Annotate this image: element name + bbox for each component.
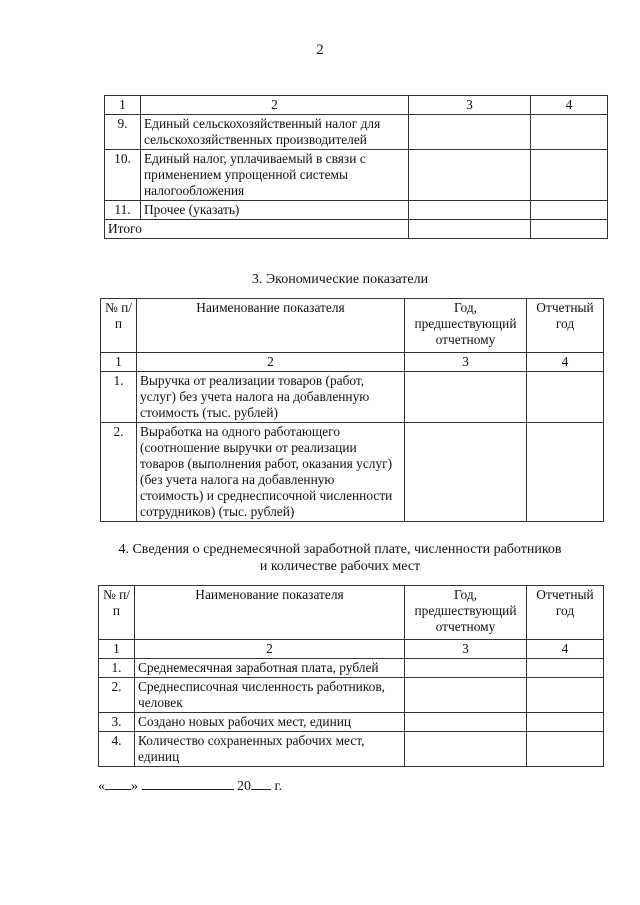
column-number-row xyxy=(101,353,604,372)
value-cell[interactable] xyxy=(531,150,608,201)
header-cell: Год, предшествующий отчетному xyxy=(405,299,527,353)
header-cell: Наименование показателя xyxy=(137,299,405,353)
section-4-title xyxy=(60,541,620,575)
value-cell[interactable] xyxy=(527,659,604,678)
column-number-row xyxy=(99,640,604,659)
total-label: Итого xyxy=(105,220,409,239)
day-blank[interactable] xyxy=(105,775,131,790)
column-number: 2 xyxy=(135,640,405,659)
row-name: Прочее (указать) xyxy=(141,201,409,220)
header-row xyxy=(99,586,604,640)
header-row xyxy=(101,299,604,353)
column-number-row xyxy=(105,96,608,115)
value-cell[interactable] xyxy=(527,423,604,522)
column-number: 3 xyxy=(405,640,527,659)
value-cell[interactable] xyxy=(405,713,527,732)
section-4-title-line: 4. Сведения о среднемесячной заработной плате, численности работников xyxy=(118,542,562,557)
table-row xyxy=(105,150,608,201)
year-suffix: г. xyxy=(274,779,283,794)
header-cell: Год, предшествующий отчетному xyxy=(405,586,527,640)
close-quote: » xyxy=(131,779,138,794)
row-number: 11. xyxy=(105,201,141,220)
salary-employment-table xyxy=(98,585,604,767)
header-cell: № п/п xyxy=(99,586,135,640)
header-cell: 4 xyxy=(531,96,608,115)
table-row xyxy=(101,372,604,423)
row-number: 2. xyxy=(101,423,137,522)
header-cell: № п/п xyxy=(101,299,137,353)
value-cell[interactable] xyxy=(527,732,604,767)
column-number: 3 xyxy=(405,353,527,372)
table-row xyxy=(105,201,608,220)
header-cell: 1 xyxy=(105,96,141,115)
value-cell[interactable] xyxy=(409,150,531,201)
column-number: 1 xyxy=(99,640,135,659)
row-name: Создано новых рабочих мест, единиц xyxy=(135,713,405,732)
value-cell[interactable] xyxy=(531,201,608,220)
value-cell[interactable] xyxy=(527,678,604,713)
year-prefix: 20 xyxy=(237,779,251,794)
row-name: Выработка на одного работающего (соотношение выручки от реализации товаров (выполнения работ, оказания услуг) (без учета налога на добавленную стоимость) и среднесписочной численности сотрудников) (тыс. рублей) xyxy=(137,423,405,522)
month-blank[interactable] xyxy=(142,775,234,790)
row-number: 2. xyxy=(99,678,135,713)
tax-table xyxy=(104,95,608,239)
value-cell[interactable] xyxy=(405,423,527,522)
open-quote: « xyxy=(98,779,105,794)
row-number: 10. xyxy=(105,150,141,201)
table-row xyxy=(99,659,604,678)
table-row xyxy=(99,713,604,732)
row-name: Единый налог, уплачиваемый в связи с применением упрощенной системы налогообложения xyxy=(141,150,409,201)
value-cell[interactable] xyxy=(409,220,531,239)
value-cell[interactable] xyxy=(405,732,527,767)
total-row xyxy=(105,220,608,239)
header-cell: 3 xyxy=(409,96,531,115)
section-4-title-line: и количестве рабочих мест xyxy=(259,559,421,574)
row-number: 3. xyxy=(99,713,135,732)
economic-indicators-table xyxy=(100,298,604,522)
table-row xyxy=(99,732,604,767)
row-number: 1. xyxy=(99,659,135,678)
column-number: 4 xyxy=(527,353,604,372)
row-name: Среднесписочная численность работников, человек xyxy=(135,678,405,713)
value-cell[interactable] xyxy=(405,659,527,678)
header-cell: Наименование показателя xyxy=(135,586,405,640)
row-number: 9. xyxy=(105,115,141,150)
header-cell: 2 xyxy=(141,96,409,115)
value-cell[interactable] xyxy=(405,678,527,713)
row-name: Количество сохраненных рабочих мест, единиц xyxy=(135,732,405,767)
table-row xyxy=(105,115,608,150)
page-number: 2 xyxy=(316,42,324,58)
year-blank[interactable] xyxy=(251,775,271,790)
row-name: Выручка от реализации товаров (работ, услуг) без учета налога на добавленную стоимость (тыс. рублей) xyxy=(137,372,405,423)
table-row xyxy=(101,423,604,522)
value-cell[interactable] xyxy=(527,372,604,423)
row-name: Единый сельскохозяйственный налог для сельскохозяйственных производителей xyxy=(141,115,409,150)
value-cell[interactable] xyxy=(405,372,527,423)
column-number: 4 xyxy=(527,640,604,659)
value-cell[interactable] xyxy=(409,115,531,150)
table-row xyxy=(99,678,604,713)
value-cell[interactable] xyxy=(531,115,608,150)
value-cell[interactable] xyxy=(409,201,531,220)
header-cell: Отчетный год xyxy=(527,299,604,353)
row-number: 4. xyxy=(99,732,135,767)
column-number: 1 xyxy=(101,353,137,372)
header-cell: Отчетный год xyxy=(527,586,604,640)
row-name: Среднемесячная заработная плата, рублей xyxy=(135,659,405,678)
column-number: 2 xyxy=(137,353,405,372)
date-line xyxy=(98,775,282,795)
row-number: 1. xyxy=(101,372,137,423)
value-cell[interactable] xyxy=(531,220,608,239)
section-3-title: 3. Экономические показатели xyxy=(251,272,429,287)
value-cell[interactable] xyxy=(527,713,604,732)
